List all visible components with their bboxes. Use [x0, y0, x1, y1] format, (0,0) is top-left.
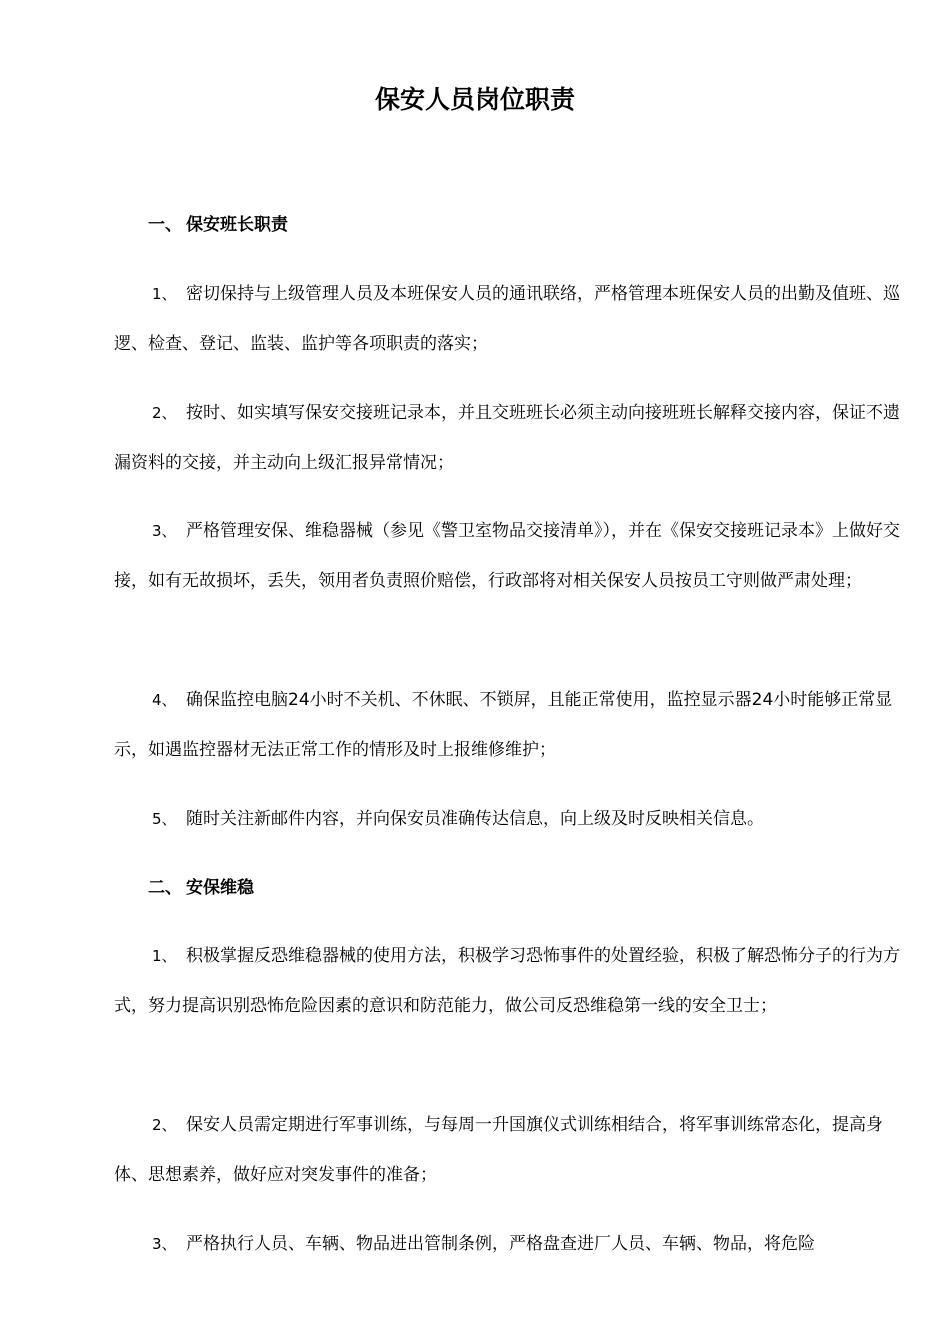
item-text: 确保监控电脑24小时不关机、不休眠、不锁屏，且能正常使用，监控显示器24小时能够正常显示，如遇监控器材无法正常工作的情形及时上报维修维护；	[114, 690, 893, 760]
section-heading-1	[148, 210, 288, 240]
section-heading-2	[148, 873, 254, 903]
paragraph-1-4	[114, 676, 914, 775]
section-title: 保安班长职责	[186, 215, 288, 235]
item-text: 积极掌握反恐维稳器械的使用方法，积极学习恐怖事件的处置经验，积极了解恐怖分子的行为方式，努力提高识别恐怖危险因素的意识和防范能力，做公司反恐维稳第一线的安全卫士；	[114, 946, 900, 1016]
paragraph-2-3	[114, 1220, 914, 1270]
item-text: 密切保持与上级管理人员及本班保安人员的通讯联络，严格管理本班保安人员的出勤及值班、巡逻、检查、登记、监装、监护等各项职责的落实；	[114, 284, 900, 354]
item-number: 1、	[152, 947, 177, 965]
paragraph-1-5	[114, 795, 914, 845]
paragraph-1-1	[114, 270, 914, 369]
paragraph-1-3	[114, 507, 914, 606]
paragraph-1-2	[114, 389, 914, 488]
item-number: 2、	[152, 404, 177, 422]
item-number: 4、	[152, 691, 177, 709]
item-number: 5、	[152, 810, 177, 828]
section-title: 安保维稳	[186, 878, 254, 898]
item-text: 严格执行人员、车辆、物品进出管制条例，严格盘查进厂人员、车辆、物品，将危险	[186, 1234, 815, 1254]
item-number: 3、	[152, 522, 177, 540]
item-text: 严格管理安保、维稳器械（参见《警卫室物品交接清单》），并在《保安交接班记录本》上做好交接，如有无故损坏，丢失，领用者负责照价赔偿，行政部将对相关保安人员按员工守则做严肃处理；	[114, 521, 900, 591]
item-text: 按时、如实填写保安交接班记录本，并且交班班长必须主动向接班班长解释交接内容，保证不遗漏资料的交接，并主动向上级汇报异常情况；	[114, 403, 900, 473]
paragraph-2-1	[114, 932, 914, 1031]
document-title: 保安人员岗位职责	[374, 85, 575, 114]
item-number: 3、	[152, 1235, 177, 1253]
item-number: 1、	[152, 285, 177, 303]
section-number: 二、	[148, 878, 182, 898]
item-text: 保安人员需定期进行军事训练，与每周一升国旗仪式训练相结合，将军事训练常态化，提高身体、思想素养，做好应对突发事件的准备；	[114, 1115, 883, 1185]
item-text: 随时关注新邮件内容，并向保安员准确传达信息，向上级及时反映相关信息。	[186, 809, 764, 829]
section-number: 一、	[148, 215, 182, 235]
item-number: 2、	[152, 1116, 177, 1134]
paragraph-2-2	[114, 1101, 914, 1200]
